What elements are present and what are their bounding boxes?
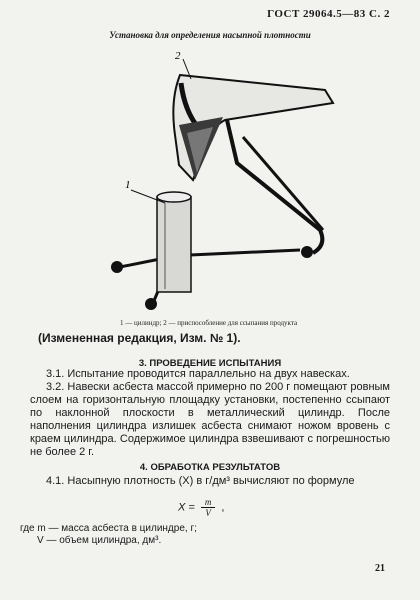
foot-ball-front: [145, 298, 157, 310]
figure-caption: 1 — цилиндр; 2 — приспособление для ссыпания продукта: [120, 319, 298, 327]
figure-title: Установка для определения насыпной плотности: [109, 30, 311, 40]
standard-header: ГОСТ 29064.5—83 С. 2: [267, 8, 390, 20]
section-4-title: 4. ОБРАБОТКА РЕЗУЛЬТАТОВ: [139, 462, 281, 473]
label-2: 2: [175, 50, 181, 62]
cylinder-top: [157, 192, 191, 202]
tripod-leg-right: [190, 250, 300, 255]
para-3-2: 3.2. Навески асбеста массой примерно по 200 г помещают ровным слоем на горизонтальную площадку установки, постепенно ссыпают по наклонной плоскости в металлический цилиндр. После наполнения цилиндра излишек асбеста снимают ножом вровень с краем цилиндра. Содержимое цилиндра взвешивают с погрешностью не более 2 г.: [30, 381, 390, 458]
para-3-1: 3.1. Испытание проводится параллельно на двух навесках.: [46, 368, 350, 380]
support-rod: [227, 120, 322, 253]
foot-ball-right: [301, 246, 313, 258]
apparatus-figure: [95, 45, 335, 315]
label-1: 1: [125, 179, 131, 191]
formula-numerator: m: [201, 497, 216, 508]
cylinder: [157, 197, 191, 292]
formula: [178, 497, 224, 518]
page-number: 21: [375, 563, 385, 574]
support-brace: [243, 137, 323, 230]
formula-denominator: V: [205, 508, 211, 518]
foot-ball-left: [111, 261, 123, 273]
where-m: где m — масса асбеста в цилиндре, г;: [20, 523, 197, 534]
section-3-title: 3. ПРОВЕДЕНИЕ ИСПЫТАНИЯ: [138, 358, 282, 369]
formula-end: ,: [221, 501, 225, 514]
formula-lhs: X =: [178, 501, 195, 514]
where-v: V — объем цилиндра, дм³.: [37, 535, 162, 546]
revision-note: (Измененная редакция, Изм. № 1).: [38, 331, 241, 345]
formula-fraction: [201, 497, 216, 518]
para-4-1: 4.1. Насыпную плотность (X) в г/дм³ вычисляют по формуле: [46, 475, 355, 487]
